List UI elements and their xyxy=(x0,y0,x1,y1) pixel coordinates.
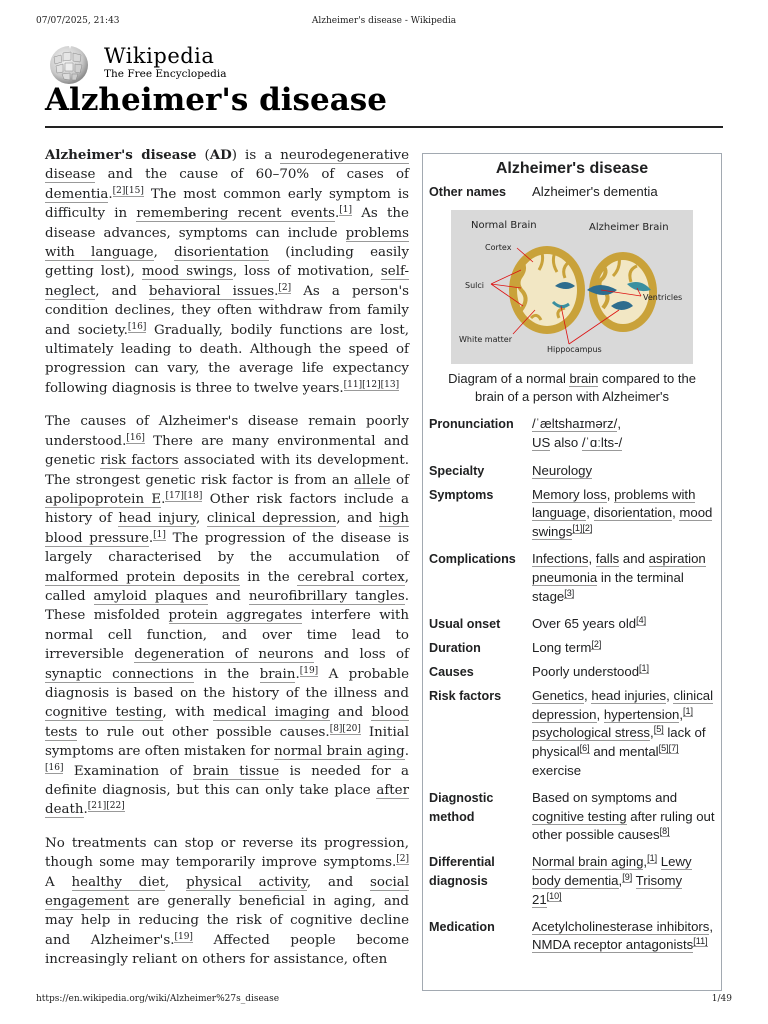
infobox-label: Differential diagnosis xyxy=(429,855,495,888)
paragraph-1: Alzheimer's disease (AD) is a neurodegenerative disease and the cause of 60–70% of cases of dementia.[2][15] The most common early symptom is difficulty in remembering recent events.[1] As the disease advances, symptoms can include problems with language, disorientation (including easily getting lost), mood swings, loss of motivation, self-neglect, and behavioral issues.[2] As a person's condition declines, they often withdraw from family and society.[16] Gradually, bodily functions are lost, ultimately leading to death. Although the speed of progression can vary, the average life expectancy following diagnosis is three to twelve years.[11][12][13] xyxy=(45,147,410,396)
link-medical-imaging[interactable]: medical imaging xyxy=(213,705,330,721)
citation[interactable]: [4] xyxy=(636,615,647,626)
image-caption xyxy=(423,364,721,408)
link-mood-swings[interactable]: mood swings xyxy=(141,264,233,280)
link-lewy-body-dementia[interactable]: Lewy body dementia xyxy=(532,854,692,888)
link-apolipoprotein-e[interactable]: apolipoprotein E xyxy=(45,491,162,507)
text: , with xyxy=(162,705,214,721)
infobox-row-symptoms xyxy=(423,486,721,542)
diagram-label-alzheimer-brain: Alzheimer Brain xyxy=(589,221,669,233)
link-hypertension[interactable]: hypertension xyxy=(603,706,680,722)
print-title: Alzheimer's disease - Wikipedia xyxy=(311,16,457,26)
text: , xyxy=(586,505,594,521)
text: lack of physical xyxy=(532,725,706,760)
link-infections[interactable]: Infections xyxy=(532,550,589,566)
infobox-row-other-names xyxy=(423,183,721,202)
link-healthy-diet[interactable]: healthy diet xyxy=(71,874,165,890)
text: , xyxy=(617,416,621,432)
text: No treatments can stop or reverse its progression, though some may temporarily improve symptoms. xyxy=(45,835,409,871)
link-us[interactable]: US xyxy=(532,434,551,450)
link-head-injury[interactable]: head injury xyxy=(118,511,196,527)
wikipedia-globe-logo[interactable] xyxy=(44,43,94,85)
text: Over 65 years old xyxy=(532,616,637,632)
infobox-row-causes xyxy=(423,663,721,682)
link-remembering-recent-events[interactable]: remembering recent events xyxy=(136,206,335,222)
citation[interactable]: [8][20] xyxy=(329,723,361,734)
text: , and xyxy=(306,874,371,890)
link-brain[interactable]: brain xyxy=(569,370,599,386)
link-risk-factors[interactable]: risk factors xyxy=(100,453,179,469)
link-ipa[interactable]: /ˈɑːlts-/ xyxy=(581,434,623,450)
citation[interactable]: [1] xyxy=(639,662,650,673)
text: A xyxy=(45,874,72,890)
citation[interactable]: [6] xyxy=(579,743,590,754)
citation[interactable]: [16] xyxy=(127,321,147,332)
text: Other risk factors include a history of xyxy=(45,491,409,527)
citation[interactable]: [16] xyxy=(45,762,64,773)
citation[interactable]: [2] xyxy=(396,854,409,865)
text: , xyxy=(164,874,187,890)
text: , xyxy=(596,706,604,722)
citation[interactable]: [8] xyxy=(659,826,670,837)
text: in the xyxy=(193,666,260,682)
text: associated with its development. The strongest genetic risk factor is from an xyxy=(45,453,409,488)
infobox-row-duration xyxy=(423,639,721,658)
text: also xyxy=(550,434,582,450)
infobox-row-pronunciation xyxy=(423,415,721,453)
text: As a person's condition declines, they often withdraw from family and society. xyxy=(45,283,409,338)
citation[interactable]: [17][18] xyxy=(165,490,203,501)
text: Poorly understood xyxy=(532,663,640,679)
infobox-value: Alzheimer's dementia xyxy=(532,183,658,199)
infobox-value xyxy=(532,486,715,542)
link-cognitive-testing[interactable]: cognitive testing xyxy=(45,705,163,721)
infobox-label: Risk factors xyxy=(429,688,502,703)
text: to rule out other possible causes. xyxy=(77,724,330,740)
infobox-label: Symptoms xyxy=(429,487,494,502)
text: The causes of Alzheimer's disease remain poorly understood. xyxy=(45,414,409,449)
text: after ruling out other possible causes xyxy=(532,808,715,843)
text: Gradually, bodily functions are lost, ultimately leading to death. Although the speed of progression can vary, the average life expectancy following diagnosis is three to twelve years. xyxy=(45,322,409,396)
citation[interactable]: [2] xyxy=(278,282,292,293)
infobox xyxy=(422,153,722,991)
text: Initial symptoms are often mistaken for xyxy=(45,724,409,760)
text: , loss of motivation, xyxy=(232,264,381,280)
infobox-title: Alzheimer's disease xyxy=(495,160,649,177)
link-aspiration-pneumonia[interactable]: aspiration pneumonia xyxy=(532,550,706,585)
link-brain[interactable]: brain xyxy=(259,666,296,682)
diagram-label-normal-brain: Normal Brain xyxy=(471,219,537,231)
infobox-label: Other names xyxy=(429,184,506,199)
infobox-row-complications xyxy=(423,550,721,606)
link-memory-loss[interactable]: Memory loss xyxy=(532,486,607,502)
text: and xyxy=(207,588,249,604)
text: , xyxy=(584,687,592,703)
term-bold: Alzheimer's disease xyxy=(45,147,197,163)
text: interfere with normal cell function, and over time lead to irreversible xyxy=(45,608,409,663)
brain-comparison-diagram[interactable] xyxy=(451,210,693,364)
text: Based on symptoms and xyxy=(532,789,678,805)
infobox-row-usual-onset xyxy=(423,615,721,634)
link-clinical-depression[interactable]: clinical depression xyxy=(532,687,714,722)
citation[interactable]: [11] xyxy=(693,936,708,947)
link-blood-tests[interactable]: blood tests xyxy=(45,705,409,740)
infobox-value xyxy=(532,918,715,956)
link-problems-with-language[interactable]: problems with language xyxy=(532,486,696,521)
text: , xyxy=(606,486,615,502)
paragraph-3 xyxy=(45,834,409,970)
text: and xyxy=(619,550,649,566)
infobox-label: Complications xyxy=(429,551,516,566)
link-degeneration-of-neurons[interactable]: degeneration of neurons xyxy=(134,647,314,663)
infobox-row-diagnostic-method xyxy=(423,789,721,845)
text: A probable diagnosis is based on the history of the illness and xyxy=(45,666,409,701)
link-behavioral-issues[interactable]: behavioral issues xyxy=(148,283,275,299)
text: (including easily getting lost), xyxy=(45,245,410,280)
citation[interactable]: [19] xyxy=(174,931,193,942)
citation[interactable]: [2] xyxy=(591,639,602,650)
citation[interactable]: [11][12][13] xyxy=(343,379,400,390)
paragraph-2: The causes of Alzheimer's disease remain poorly understood.[16] There are many environmental and genetic risk factors associated with its development. The strongest genetic risk factor is from an allele of apolipoprotein E.[17][18] Other risk factors include a history of head injury, clinical depression, and high blood pressure.[1] The progression of the disease is largely characterised by the accumulation of malformed protein deposits in the cerebral cortex, called amyloid plaques and neurofibrillary tangles. These misfolded protein aggregates interfere with normal cell function, and over time lead to irreversible degeneration of neurons and loss of synaptic connections in the brain.[19] A probable diagnosis is based on the history of the illness and cognitive testing, with medical imaging and blood tests to rule out other possible causes.[8][20] Initial symptoms are often mistaken for normal brain aging.[16] Examination of brain tissue is needed for a definite diagnosis, but this can only take place after death.[21][22] xyxy=(45,414,410,818)
text: , xyxy=(153,245,175,261)
text: ( xyxy=(196,148,210,163)
text: and the cause of 60–70% of cases of xyxy=(95,167,409,183)
link-neurodegenerative-disease[interactable]: neurodegenerative disease xyxy=(45,148,409,183)
infobox-row-medication xyxy=(423,918,721,956)
link-protein-aggregates[interactable]: protein aggregates xyxy=(168,608,303,624)
text: , xyxy=(650,725,654,741)
text: There are many environmental and genetic xyxy=(45,433,409,469)
print-url: https://en.wikipedia.org/wiki/Alzheimer%27s_disease xyxy=(36,994,280,1004)
text: , xyxy=(672,505,680,521)
link-after-death[interactable]: after death xyxy=(45,783,409,818)
infobox-value xyxy=(532,639,715,658)
link-problems-with-language[interactable]: problems with language xyxy=(45,225,409,261)
text: The progression of the disease is largely characterised by the accumulation of xyxy=(45,530,409,566)
text: , and xyxy=(336,511,379,527)
text: ) is a xyxy=(231,148,281,163)
text: and loss of xyxy=(313,647,410,663)
citation[interactable]: [9] xyxy=(622,871,633,882)
text: in the terminal stage xyxy=(532,569,684,604)
text: Affected people become increasingly reliant on others for assistance, often xyxy=(45,932,409,968)
text: , xyxy=(709,918,714,934)
diagram-label-white-matter: White matter xyxy=(459,334,512,344)
link-self-neglect[interactable]: self-neglect xyxy=(45,264,409,299)
diagram-label-ventricles: Ventricles xyxy=(643,292,683,302)
article-body xyxy=(45,146,409,984)
infobox-value xyxy=(532,550,715,606)
citation[interactable]: [19] xyxy=(299,665,319,676)
site-tagline: The Free Encyclopedia xyxy=(104,68,227,80)
text: and xyxy=(329,705,372,721)
infobox-value xyxy=(532,462,715,481)
citation[interactable]: [21][22] xyxy=(87,801,125,812)
citation[interactable]: [1] xyxy=(647,853,658,864)
infobox-label: Diagnostic method xyxy=(429,790,494,824)
infobox-value xyxy=(532,789,715,845)
citation[interactable]: [3] xyxy=(564,587,575,598)
diagram-label-cortex: Cortex xyxy=(485,242,512,252)
citation[interactable]: [5] xyxy=(653,724,664,735)
infobox-label: Medication xyxy=(429,919,495,934)
citation[interactable]: [1][2] xyxy=(572,523,593,534)
link-cognitive-testing[interactable]: cognitive testing xyxy=(532,808,627,824)
text: , and xyxy=(95,283,149,299)
text: , xyxy=(588,550,596,566)
infobox-value xyxy=(532,663,715,682)
link-cerebral-cortex[interactable]: cerebral cortex xyxy=(297,569,405,585)
text: . These misfolded xyxy=(45,588,409,624)
link-ipa[interactable]: /ˈæltshaɪmərz/ xyxy=(532,416,618,432)
text: are generally beneficial in aging, and may help in reducing the risk of cognitive decline and Alzheimer's. xyxy=(45,894,409,948)
infobox-row-differential-diagnosis xyxy=(423,853,721,909)
text: and mental xyxy=(589,744,659,760)
text: Diagram of a normal xyxy=(448,370,570,386)
infobox-label: Specialty xyxy=(429,463,485,478)
page-title: Alzheimer's disease xyxy=(45,82,387,118)
infobox-row-risk-factors xyxy=(423,687,721,781)
infobox-value: Normal brain aging,[1] Lewy body dementia,[9] Trisomy 21[10] xyxy=(532,853,692,907)
text: of xyxy=(390,472,409,488)
link-high-blood-pressure[interactable]: high blood pressure xyxy=(45,511,410,546)
text: is needed for a definite diagnosis, but this can only take place xyxy=(45,763,409,798)
link-allele[interactable]: allele xyxy=(353,472,391,488)
text: Examination of xyxy=(63,763,193,779)
citation[interactable]: [1] xyxy=(683,705,694,716)
link-disorientation[interactable]: disorientation xyxy=(174,245,269,261)
link-normal-brain-aging[interactable]: Normal brain aging xyxy=(532,854,644,870)
text: , xyxy=(666,687,674,703)
print-page-number: 1/49 xyxy=(711,994,732,1004)
text: compared to the brain of a person with Alzheimer's xyxy=(475,370,696,405)
infobox-value xyxy=(532,687,715,781)
text: Long term xyxy=(532,640,592,656)
diagram-label-hippocampus: Hippocampus xyxy=(547,344,602,354)
link-disorientation[interactable]: disorientation xyxy=(593,505,673,521)
infobox-label: Usual onset xyxy=(429,617,501,632)
text: in the xyxy=(239,569,298,585)
infobox-label: Causes xyxy=(429,664,474,679)
link-acetylcholinesterase-inhibitors[interactable]: Acetylcholinesterase inhibitors xyxy=(532,918,710,934)
link-trisomy-21[interactable]: Trisomy 21 xyxy=(532,872,683,907)
link-psychological-stress[interactable]: psychological stress xyxy=(532,725,651,741)
text: exercise xyxy=(532,762,582,778)
diagram-label-sulci: Sulci xyxy=(465,280,484,290)
text: The most common early symptom is difficulty in xyxy=(45,186,409,222)
infobox-label: Pronunciation xyxy=(429,417,514,432)
link-dementia[interactable]: dementia xyxy=(45,186,109,202)
text: , xyxy=(195,511,207,527)
infobox-label: Duration xyxy=(429,641,481,656)
link-synaptic-connections[interactable]: synaptic connections xyxy=(45,666,194,682)
infobox-value xyxy=(532,615,715,634)
infobox-row-specialty xyxy=(423,462,721,481)
link-clinical-depression[interactable]: clinical depression xyxy=(206,511,337,527)
link-neurology[interactable]: Neurology xyxy=(532,462,593,478)
link-head-injuries[interactable]: head injuries xyxy=(591,687,667,703)
citation[interactable]: [1] xyxy=(339,205,353,216)
link-amyloid-plaques[interactable]: amyloid plaques xyxy=(93,588,208,604)
link-malformed-protein-deposits[interactable]: malformed protein deposits xyxy=(45,569,240,585)
citation[interactable]: [1] xyxy=(153,529,166,540)
link-falls[interactable]: falls xyxy=(595,550,620,566)
print-datetime: 07/07/2025, 21:43 xyxy=(36,16,120,26)
infobox-value xyxy=(532,415,715,453)
link-social-engagement[interactable]: social engagement xyxy=(45,874,409,910)
link-physical-activity[interactable]: physical activity xyxy=(186,874,307,890)
site-wordmark[interactable]: Wikipedia xyxy=(104,44,215,68)
title-divider xyxy=(45,126,723,128)
citation[interactable]: [10] xyxy=(546,890,562,901)
text: , xyxy=(679,706,684,722)
link-normal-brain-aging[interactable]: normal brain aging xyxy=(274,744,405,760)
citation[interactable]: [16] xyxy=(126,432,145,443)
citation[interactable]: [2][15] xyxy=(112,185,144,196)
link-neurofibrillary-tangles[interactable]: neurofibrillary tangles xyxy=(248,588,405,604)
text: , called xyxy=(45,569,410,604)
link-mood-swings[interactable]: mood swings xyxy=(532,505,713,540)
link-brain-tissue[interactable]: brain tissue xyxy=(193,763,280,779)
abbr-bold: AD xyxy=(209,147,232,163)
link-genetics[interactable]: Genetics xyxy=(532,687,585,703)
text: As the disease advances, symptoms can include xyxy=(45,206,409,241)
citation[interactable]: [5][7] xyxy=(658,743,679,754)
link-nmda-receptor-antagonists[interactable]: NMDA receptor antagonists xyxy=(532,937,694,953)
